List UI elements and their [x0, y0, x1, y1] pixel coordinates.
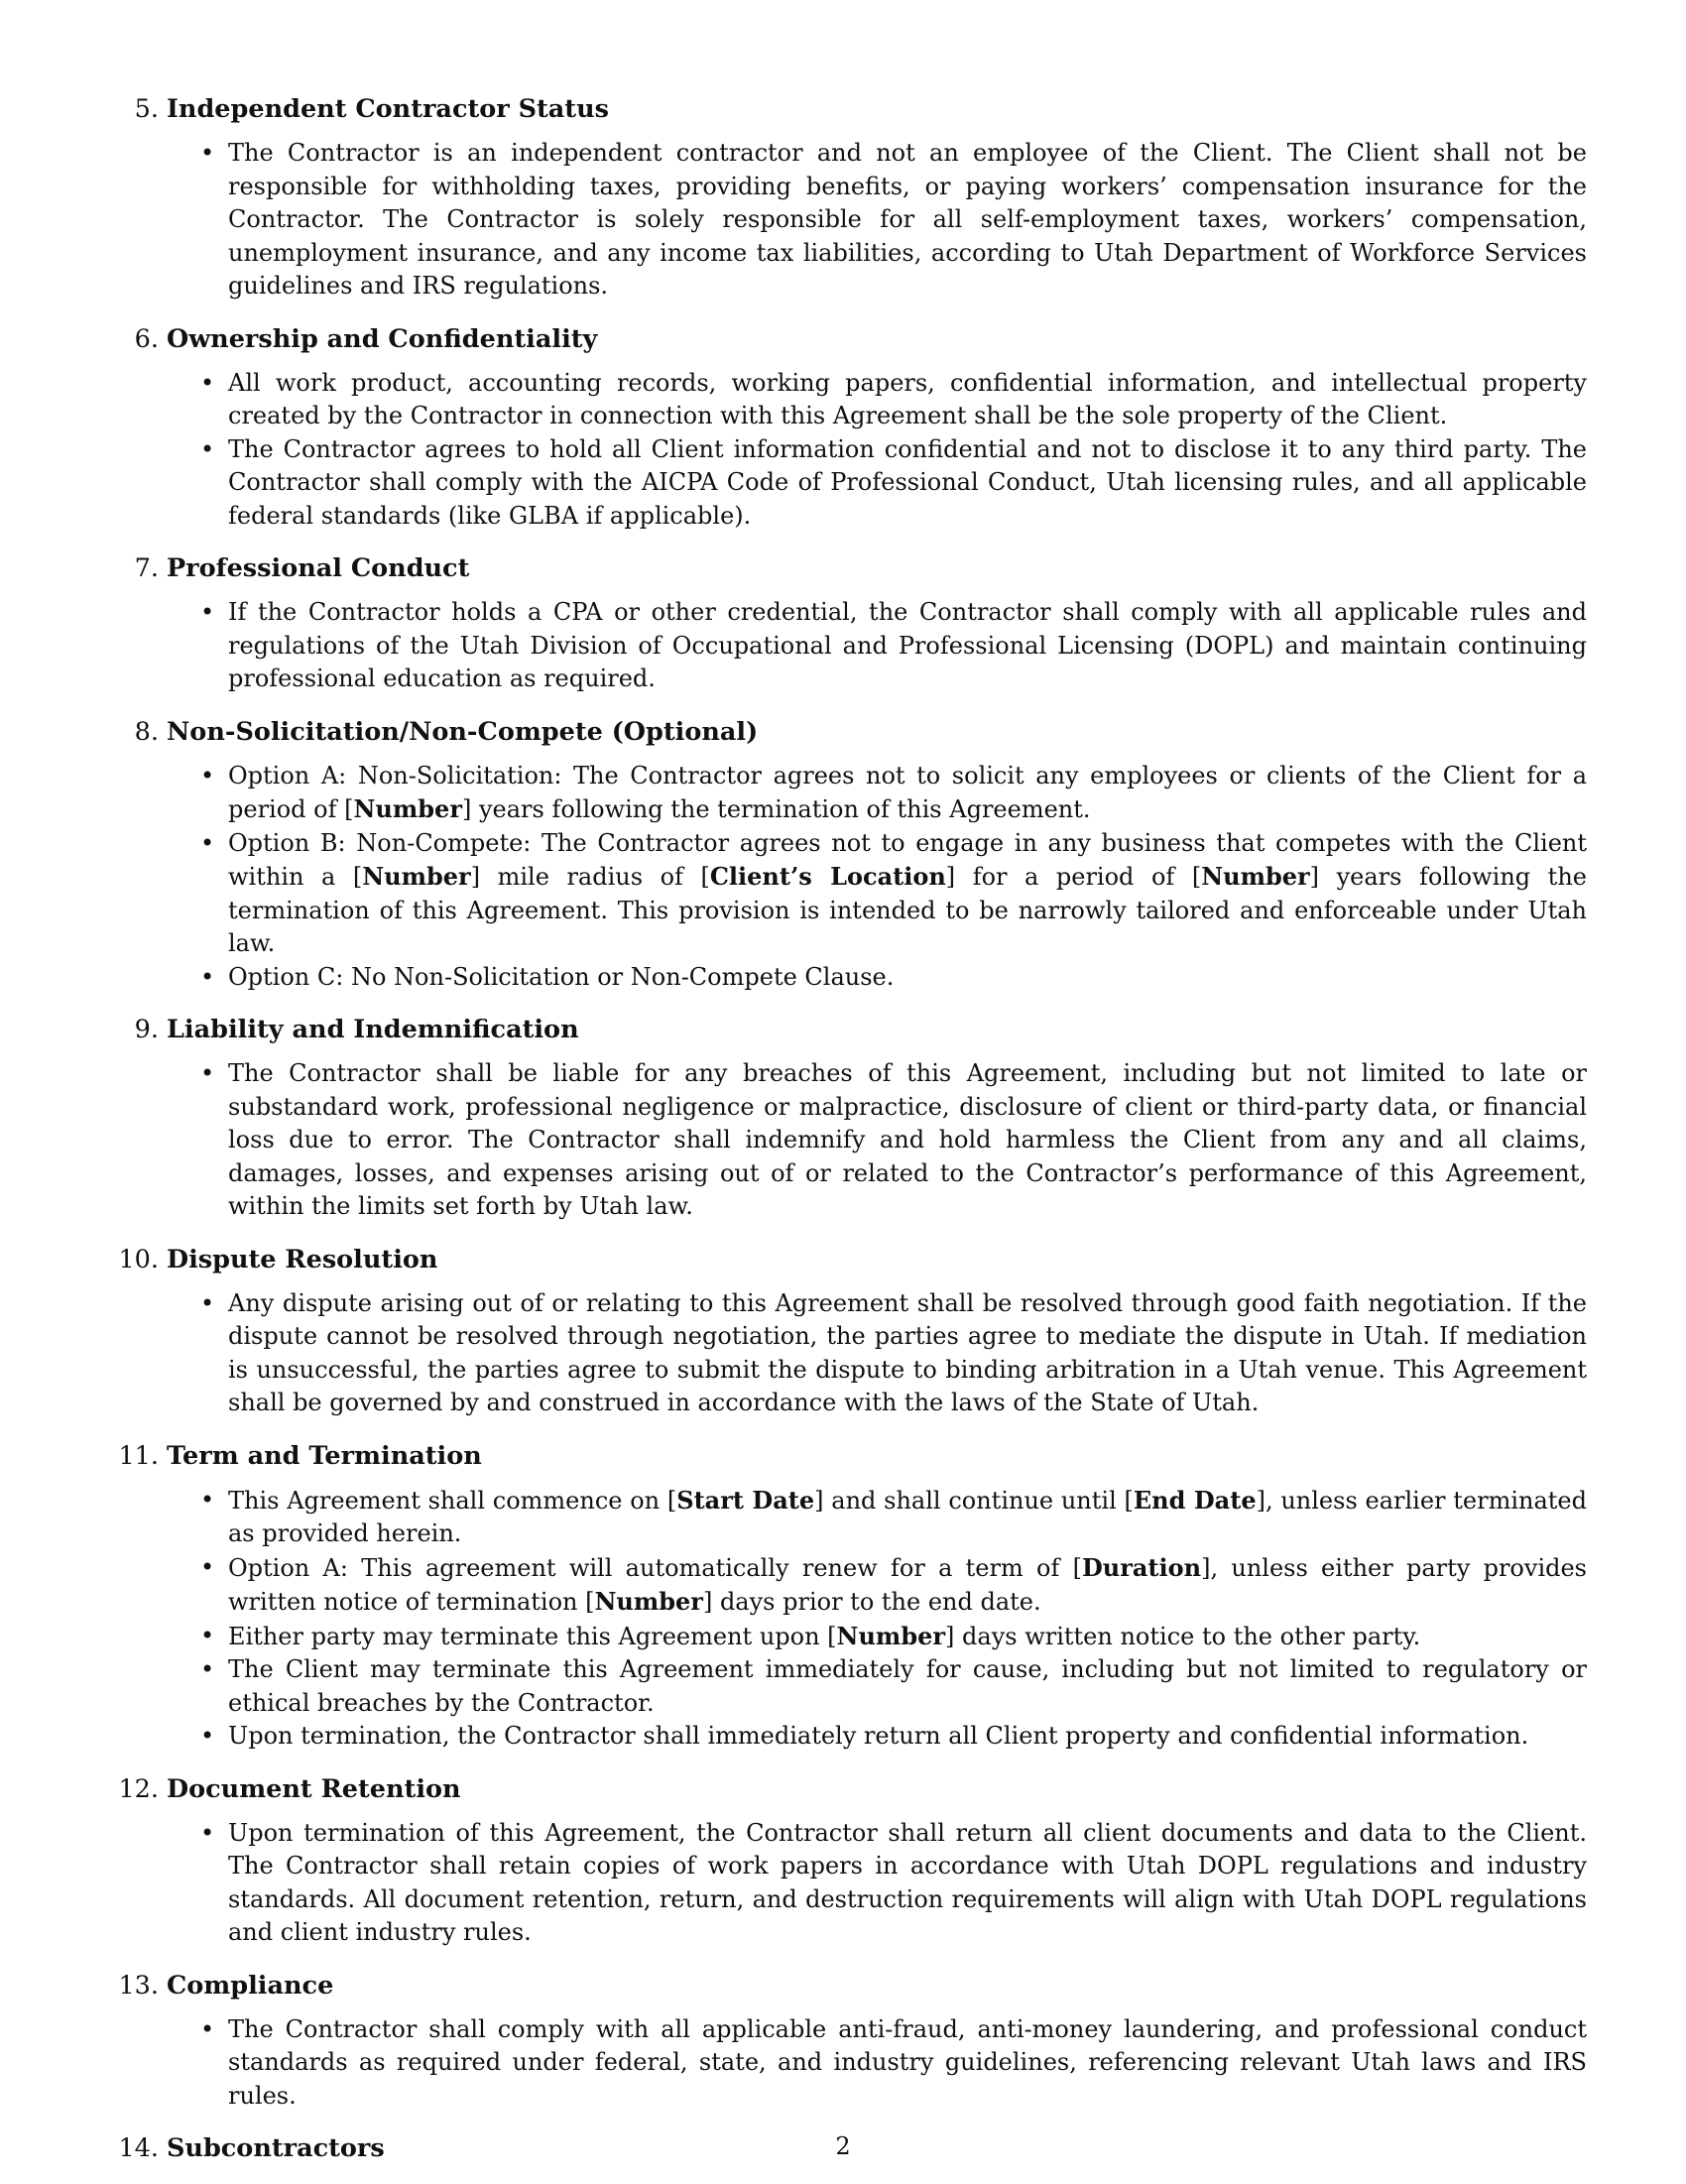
- list-item: [200, 433, 1587, 534]
- section-heading: [109, 1242, 1587, 1277]
- section-number: 7.: [134, 553, 159, 583]
- item-text: The Contractor shall be liable for any breaches of this Agreement, including but not limited to late or substandard work, professional negligence or malpractice, disclosure of client or third-party data, or financial loss due to error. The Contractor shall indemnify and hold harmless the Client from any and all claims, damages, losses, and expenses arising out of or related to the Contractor’s performance of this Agreement, within the limits set forth by Utah law.: [228, 1059, 1587, 1220]
- bullet-icon: •: [200, 1059, 215, 1087]
- item-text: Option C: No Non-Solicitation or Non-Compete Clause.: [228, 962, 895, 991]
- item-text: Upon termination, the Contractor shall immediately return all Client property and confidential information.: [228, 1722, 1529, 1750]
- bullet-icon: •: [200, 434, 215, 463]
- item-text: ], unless earlier terminated as provided herein.: [228, 1486, 1587, 1547]
- section-number: 12.: [118, 1773, 159, 1804]
- placeholder-field: Number: [594, 1587, 703, 1616]
- section-number: 10.: [118, 1244, 159, 1274]
- section-number: 6.: [134, 323, 159, 354]
- item-text: Option A: Non-Solicitation: The Contractor agrees not to solicit any employees or clients of the Client for a period of [: [228, 761, 1587, 823]
- bullet-icon: •: [200, 1288, 215, 1317]
- bullet-icon: •: [200, 598, 215, 626]
- list-item: [200, 1057, 1587, 1224]
- section-heading: [109, 714, 1587, 750]
- item-text: ], unless either party provides written notice of termination [: [228, 1553, 1587, 1616]
- item-text: ] mile radius of [: [470, 863, 710, 891]
- list-item: [200, 2013, 1587, 2114]
- section-title: Dispute Resolution: [167, 1244, 438, 1274]
- placeholder-field: Start Date: [676, 1485, 815, 1515]
- section-heading: [109, 321, 1587, 357]
- bullet-icon: •: [200, 1722, 215, 1750]
- item-text: If the Contractor holds a CPA or other credential, the Contractor shall comply with all applicable rules and regulations of the Utah Division of Occupational and Professional Licensing (DOPL) and maintain continuing professional education as required.: [228, 598, 1587, 692]
- item-text: ] days prior to the end date.: [702, 1588, 1041, 1616]
- section-title: Professional Conduct: [167, 553, 470, 583]
- bullet-icon: •: [200, 1621, 215, 1649]
- section-number: 8.: [134, 716, 159, 747]
- section-number: 14.: [118, 2133, 159, 2163]
- page-number: 2: [835, 2132, 851, 2160]
- item-text: ] days written notice to the other party.: [945, 1622, 1421, 1650]
- section-heading: [109, 91, 1587, 127]
- list-item: [200, 1551, 1587, 1620]
- bullet-icon: •: [200, 761, 215, 789]
- bullet-list: [109, 1817, 1587, 1950]
- list-item: [200, 760, 1587, 827]
- section: [109, 321, 1587, 534]
- section-title: Liability and Indemnification: [167, 1015, 579, 1044]
- item-text: Upon termination of this Agreement, the Contractor shall return all client documents and data to the Client. The Contractor shall retain copies of work papers in accordance with Utah DOPL regulations and industry standards. All document retention, return, and destruction requirements will align with Utah DOPL regulations and client industry rules.: [228, 1818, 1587, 1946]
- section-title: Subcontractors: [167, 2133, 385, 2163]
- section-heading: [109, 1438, 1587, 1474]
- list-item: [200, 1720, 1587, 1754]
- section: [109, 1012, 1587, 1224]
- item-text: ] for a period of [: [945, 863, 1202, 891]
- list-item: [200, 961, 1587, 995]
- section: [109, 1242, 1587, 1420]
- bullet-list: [109, 1484, 1587, 1754]
- item-text: This Agreement shall commence on [: [228, 1486, 677, 1515]
- bullet-icon: •: [200, 1485, 215, 1514]
- section: [109, 91, 1587, 303]
- section: [109, 550, 1587, 696]
- section-heading: [109, 1968, 1587, 2003]
- bullet-list: [109, 1287, 1587, 1420]
- bullet-icon: •: [200, 828, 215, 857]
- section-heading: [109, 1771, 1587, 1807]
- section-heading: [109, 550, 1587, 586]
- section-title: Compliance: [167, 1970, 334, 2001]
- section: [109, 714, 1587, 995]
- item-text: Any dispute arising out of or relating to this Agreement shall be resolved through good faith negotiation. If the dispute cannot be resolved through negotiation, the parties agree to mediate the dispute in Utah. If mediation is unsuccessful, the parties agree to submit the dispute to binding arbitration in a Utah venue. This Agreement shall be governed by and construed in accordance with the laws of the State of Utah.: [228, 1288, 1587, 1416]
- section-title: Ownership and Confidentiality: [167, 323, 598, 354]
- bullet-list: [109, 2013, 1587, 2114]
- placeholder-field: Number: [1201, 862, 1310, 891]
- list-item: [200, 1817, 1587, 1950]
- bullet-icon: •: [200, 139, 215, 167]
- placeholder-field: End Date: [1133, 1485, 1257, 1515]
- item-text: The Contractor is an independent contractor and not an employee of the Client. The Client shall not be responsible for withholding taxes, providing benefits, or paying workers’ compensation insurance for the Contractor. The Contractor is solely responsible for all self-employment taxes, workers’ compensation, unemployment insurance, and any income tax liabilities, according to Utah Department of Workforce Services guidelines and IRS regulations.: [228, 139, 1587, 300]
- list-item: [200, 1287, 1587, 1420]
- section-title: Term and Termination: [167, 1440, 482, 1471]
- item-text: Either party may terminate this Agreement upon [: [228, 1622, 837, 1650]
- bullet-icon: •: [200, 1818, 215, 1847]
- list-item: [200, 596, 1587, 696]
- bullet-list: [109, 760, 1587, 995]
- section-title: Document Retention: [167, 1773, 461, 1804]
- section-title: Non-Solicitation/Non-Compete (Optional): [167, 716, 759, 747]
- document-body: [109, 91, 1587, 2184]
- section-number: 11.: [118, 1440, 159, 1471]
- section-title: Independent Contractor Status: [167, 94, 609, 124]
- list-item: [200, 367, 1587, 433]
- section-number: 13.: [118, 1970, 159, 2001]
- list-item: [200, 1653, 1587, 1720]
- list-item: [200, 1620, 1587, 1654]
- section: [109, 1968, 1587, 2114]
- section-number: 5.: [134, 94, 159, 124]
- list-item: [200, 137, 1587, 303]
- item-text: Option B: Non-Compete: The Contractor agrees not to engage in any business that competes with the Client within a [: [228, 828, 1587, 891]
- section-number: 9.: [134, 1015, 159, 1044]
- item-text: Option A: This agreement will automatically renew for a term of [: [228, 1553, 1082, 1582]
- item-text: ] years following the termination of this Agreement. This provision is intended to be narrowly tailored and enforceable under Utah law.: [228, 863, 1587, 957]
- bullet-icon: •: [200, 368, 215, 397]
- placeholder-field: Number: [362, 862, 471, 891]
- bullet-list: [109, 1057, 1587, 1224]
- list-item: [200, 827, 1587, 961]
- item-text: The Client may terminate this Agreement immediately for cause, including but not limited to regulatory or ethical breaches by the Contractor.: [228, 1655, 1587, 1717]
- bullet-icon: •: [200, 962, 215, 991]
- section: [109, 1438, 1587, 1754]
- bullet-list: [109, 367, 1587, 534]
- item-text: The Contractor agrees to hold all Client information confidential and not to disclose it to any third party. The Contractor shall comply with the AICPA Code of Professional Conduct, Utah licensing rules, and all applicable federal standards (like GLBA if applicable).: [228, 434, 1587, 530]
- bullet-icon: •: [200, 1655, 215, 1683]
- item-text: ] years following the termination of this Agreement.: [461, 795, 1091, 823]
- bullet-icon: •: [200, 1552, 215, 1581]
- item-text: ] and shall continue until [: [814, 1486, 1134, 1515]
- placeholder-field: Number: [836, 1621, 946, 1650]
- section-heading: [109, 1012, 1587, 1047]
- item-text: The Contractor shall comply with all applicable anti-fraud, anti-money laundering, and professional conduct standards as required under federal, state, and industry guidelines, referencing relevant Utah laws and IRS rules.: [228, 2014, 1587, 2110]
- bullet-list: [109, 596, 1587, 696]
- bullet-list: [109, 137, 1587, 303]
- placeholder-field: Client’s Location: [709, 862, 946, 891]
- list-item: [200, 1484, 1587, 1551]
- bullet-icon: •: [200, 2014, 215, 2043]
- section: [109, 1771, 1587, 1950]
- item-text: All work product, accounting records, working papers, confidential information, and intellectual property created by the Contractor in connection with this Agreement shall be the sole property of the Client.: [228, 368, 1587, 429]
- placeholder-field: Number: [353, 794, 462, 823]
- placeholder-field: Duration: [1081, 1552, 1202, 1582]
